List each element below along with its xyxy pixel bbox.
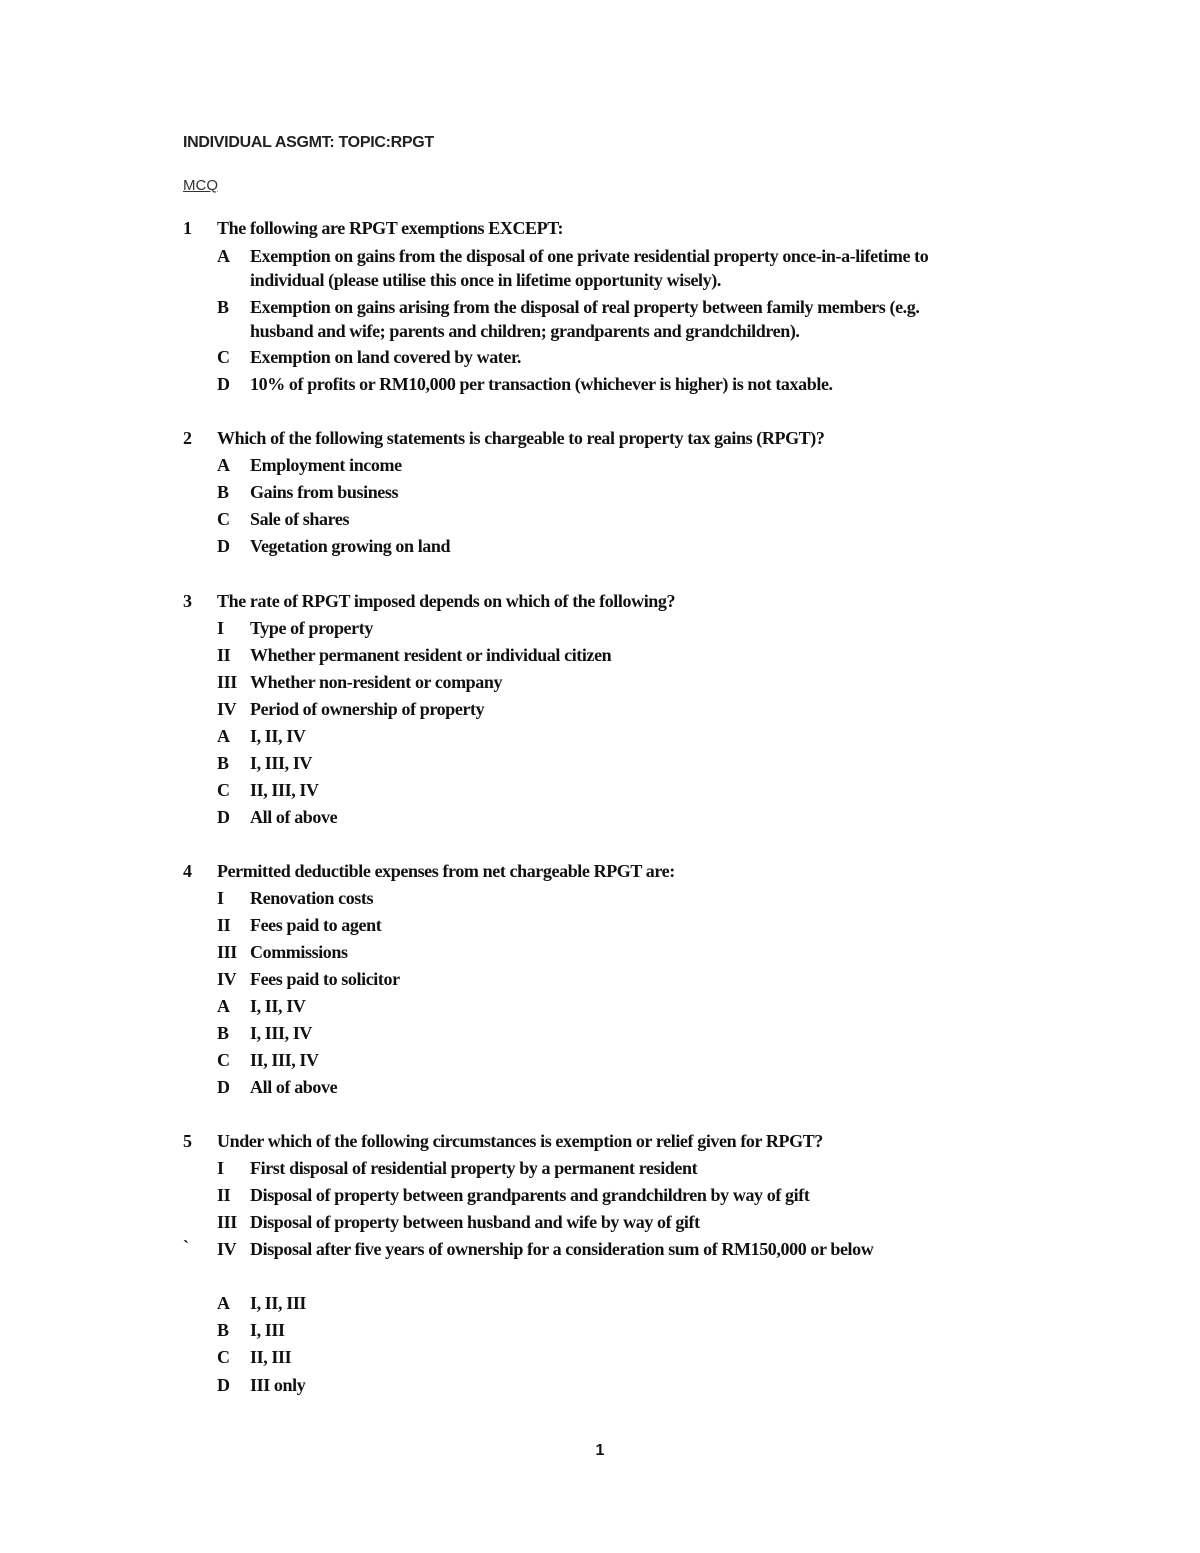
question-number: 4	[183, 861, 192, 881]
section-label-mcq: MCQ	[183, 177, 218, 194]
option-text: I, III, IV	[250, 1023, 313, 1043]
stray-mark: `	[183, 1237, 189, 1257]
statement-text: Whether permanent resident or individual citizen	[250, 645, 612, 665]
option-text: II, III	[250, 1347, 292, 1367]
option-label: A	[217, 455, 230, 475]
statement-label: I	[217, 1158, 224, 1178]
option-label: D	[217, 536, 230, 556]
statement-text: Period of ownership of property	[250, 699, 485, 719]
option-label: A	[217, 726, 230, 746]
option-label: C	[217, 1347, 230, 1367]
statement-label: III	[217, 1212, 237, 1232]
option-label: A	[217, 1293, 230, 1313]
option-text: I, II, IV	[250, 996, 306, 1016]
statement-text: Whether non-resident or company	[250, 672, 503, 692]
statement-text: Fees paid to agent	[250, 915, 382, 935]
option-text: Gains from business	[250, 482, 399, 502]
question-number: 1	[183, 218, 192, 238]
option-label: C	[217, 509, 230, 529]
option-label: C	[217, 1050, 230, 1070]
option-text: I, II, IV	[250, 726, 306, 746]
option-label: D	[217, 374, 230, 394]
option-text: Employment income	[250, 455, 402, 475]
statement-text: Disposal after five years of ownership for a consideration sum of RM150,000 or below	[250, 1239, 874, 1259]
option-text: II, III, IV	[250, 780, 319, 800]
question-number: 3	[183, 591, 192, 611]
option-text: Sale of shares	[250, 509, 350, 529]
statement-text: Commissions	[250, 942, 348, 962]
option-text: All of above	[250, 1077, 338, 1097]
statement-label: II	[217, 915, 231, 935]
statement-text: Fees paid to solicitor	[250, 969, 400, 989]
option-label: B	[217, 482, 229, 502]
option-label: A	[217, 246, 230, 266]
page-number: 1	[595, 1442, 605, 1459]
statement-label: IV	[217, 699, 237, 719]
option-text: III only	[250, 1375, 306, 1395]
statement-label: II	[217, 1185, 231, 1205]
option-label: C	[217, 780, 230, 800]
statement-text: Type of property	[250, 618, 373, 638]
option-label: C	[217, 347, 230, 367]
statement-label: IV	[217, 969, 237, 989]
option-text: 10% of profits or RM10,000 per transaction (whichever is higher) is not taxable.	[250, 374, 833, 394]
option-text: Vegetation growing on land	[250, 536, 451, 556]
option-label: A	[217, 996, 230, 1016]
option-text: Exemption on gains arising from the disposal of real property between family members (e.g.	[250, 297, 920, 317]
question-text: Permitted deductible expenses from net chargeable RPGT are:	[217, 861, 675, 881]
option-text: I, III	[250, 1320, 285, 1340]
page-title: INDIVIDUAL ASGMT: TOPIC:RPGT	[183, 134, 434, 151]
statement-label: I	[217, 888, 224, 908]
question-text: The following are RPGT exemptions EXCEPT:	[217, 218, 564, 238]
option-text: Exemption on land covered by water.	[250, 347, 522, 367]
statement-label: IV	[217, 1239, 237, 1259]
option-label: B	[217, 1023, 229, 1043]
question-number: 5	[183, 1131, 192, 1151]
statement-label: III	[217, 672, 237, 692]
statement-text: First disposal of residential property by a permanent resident	[250, 1158, 698, 1178]
statement-label: III	[217, 942, 237, 962]
statement-label: II	[217, 645, 231, 665]
option-label: B	[217, 753, 229, 773]
option-text: II, III, IV	[250, 1050, 319, 1070]
statement-text: Disposal of property between husband and wife by way of gift	[250, 1212, 700, 1232]
statement-label: I	[217, 618, 224, 638]
option-text: I, II, III	[250, 1293, 307, 1313]
option-label: D	[217, 1375, 230, 1395]
option-text: All of above	[250, 807, 338, 827]
option-text: Exemption on gains from the disposal of one private residential property once-in-a-lifetime to	[250, 246, 929, 266]
question-text: The rate of RPGT imposed depends on which of the following?	[217, 591, 676, 611]
statement-text: Disposal of property between grandparents and grandchildren by way of gift	[250, 1185, 810, 1205]
question-number: 2	[183, 428, 192, 448]
option-label: D	[217, 807, 230, 827]
option-text: husband and wife; parents and children; grandparents and grandchildren).	[250, 321, 800, 341]
question-text: Which of the following statements is chargeable to real property tax gains (RPGT)?	[217, 428, 825, 448]
option-label: B	[217, 297, 229, 317]
question-text: Under which of the following circumstances is exemption or relief given for RPGT?	[217, 1131, 823, 1151]
option-text: I, III, IV	[250, 753, 313, 773]
statement-text: Renovation costs	[250, 888, 374, 908]
option-label: B	[217, 1320, 229, 1340]
option-text: individual (please utilise this once in lifetime opportunity wisely).	[250, 270, 721, 290]
option-label: D	[217, 1077, 230, 1097]
